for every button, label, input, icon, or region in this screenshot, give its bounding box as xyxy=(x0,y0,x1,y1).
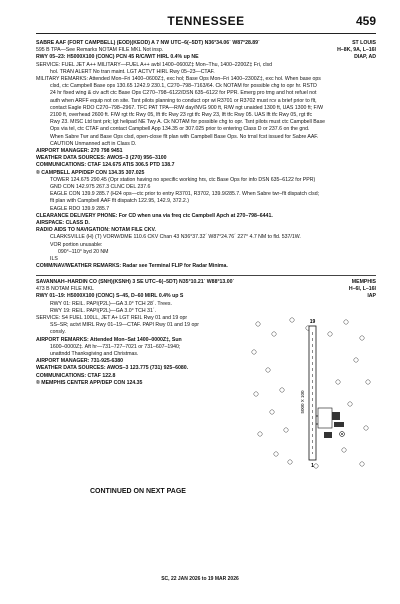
savannah-chart-ref-3: IAP xyxy=(367,293,376,299)
savannah-line: ® MEMPHIS CENTER APP/DEP CON 124.35 xyxy=(36,379,143,386)
sabre-line: CAUTION Unmanned acft in Class D. xyxy=(50,140,137,147)
savannah-line: WEATHER DATA SOURCES: AWOS–3 123.775 (731) 925–6080. xyxy=(36,365,189,372)
airport-diagram xyxy=(246,312,376,474)
sabre-line: Rwy 23. MISC Ltd tsnt prk; lgt helipad NE Twy A. Ck NOTAM for possible chg to opr. Tsnt pilots must ctc Campbell Base xyxy=(50,119,326,126)
airport-entry-sabre xyxy=(36,40,376,271)
state-title: TENNESSEE xyxy=(167,14,245,28)
sabre-line: EAGLE CON 139.9 285.7 (H24 ops—ctc prior to entry R3701, R3702, 139.9/285.7. When Sabre twr–flt dispatch clsd; xyxy=(50,191,320,198)
sabre-line: CLEARANCE DELIVERY PHONE: For CD when una via freq ctc Campbell Apch at 270–798–6441. xyxy=(36,212,273,219)
sabre-line: When Sabre Twr and Base Ops clsd, open-close flt plan with Campbell Base Ops. No trnsl fcst issued for Sabre AAF. xyxy=(50,133,319,140)
sabre-line: MILITARY REMARKS: Attended Mon–Fri 1400–0600Z‡, exc hol; Base Ops Mon–Fri 1400–2300Z‡, exc hol. When base ops xyxy=(36,76,321,83)
sabre-line: SERVICE: FUEL JET A++ MILITARY—FUEL A++ avbl 1400–0600Z‡ Mon–Thu, 1400–2200Z‡ Fri, clsd xyxy=(36,61,272,68)
sabre-lines xyxy=(36,40,376,271)
sabre-line: 24 hr fixed wing & civ acft ctc Base Ops C270–798–6122/DSN 635–6122 for PPR. Emerg pro tmg and hot refuel not xyxy=(50,90,317,97)
sabre-chart-ref-3: DIAP, AD xyxy=(354,54,376,60)
sabre-chart-ref-2: H–8K, 9A, L–16I xyxy=(337,47,376,53)
savannah-line: 1600–0000Z‡. Aft hr—731–727–7021 or 731–607–1940; xyxy=(50,343,181,350)
airport-beacon-symbol xyxy=(340,432,345,437)
sabre-line: GND CON 142.975 267.3 CLNC DEL 237.6 xyxy=(50,184,151,191)
sabre-line: RWY 05–23: H5000X100 (CONC) PCN 45 R/C/W/T HIRL 0.4% up NE xyxy=(36,54,199,61)
sabre-chart-ref-1: ST LOUIS xyxy=(352,40,376,46)
savannah-line: RWY 19: REIL. PAPI(P2L)—GA 3.0° TCH 31´. xyxy=(50,307,157,314)
sabre-line: auth when ARFF equip not on site. Tsnt pilots planning to conduct opr wi R3701 or R3702 must rcv a brief prior to flt, xyxy=(50,97,317,104)
savannah-line: SS–SR; actvt MIRL Rwy 01–19—CTAF. PAPI Rwy 01 and 19 opr xyxy=(50,322,199,329)
savannah-chart-ref-2: H–6I, L–16I xyxy=(348,286,376,292)
savannah-line: 473 B NOTAM FILE MKL xyxy=(36,286,94,293)
savannah-line: RWY 01: REIL. PAPI(P2L)—GA 3.0° TCH 28´. Trees. xyxy=(50,300,172,307)
entry-separator xyxy=(36,275,376,276)
sabre-line: COMMUNICATIONS: CTAF 124.675 ATIS 306.5 PTD 138.7 xyxy=(36,162,175,169)
sabre-line: CLARKSVILLE (H) (T) VORW/DME 110.6 CKV Chan 43 N36°37.32´ W87°24.76´ 227° 4.7 NM to fld. 537/1W. xyxy=(50,234,301,241)
sabre-line: Ops via tel, ctc CTAF and contact Campbell App 134.35 or 307.025 prior to entering Class D or 237.6 on the gnd. xyxy=(50,126,310,133)
runway-number-19: 19 xyxy=(309,319,316,325)
sabre-line: clsd, ctc Campbell Base ops 130.65 1242.9 230.1, C270–798–7163/64. Ck NOTAM for possible chg to opr hr. RSTD xyxy=(50,83,317,90)
sabre-line: 2100 ft, overhead 2600 ft. F/W rgt tfc Rwy 05, lft tfc Rwy 23 rgt tfc Rwy 23, lft tfc Rwy 05. UAS lft tfc Rwy 05, rgt tfc xyxy=(50,112,313,119)
sabre-line: AIRSPACE: CLASS D. xyxy=(36,220,90,227)
sabre-line: WEATHER DATA SOURCES: AWOS–3 (270) 956–3100 xyxy=(36,155,167,162)
savannah-line: COMMUNICATIONS: CTAF 122.8 xyxy=(36,372,116,379)
runway-01-19 xyxy=(309,326,316,460)
sabre-line: ILS xyxy=(50,256,58,263)
sabre-line: SABRE AAF (FORT CAMPBELL) (EOD)(KEOD) A 7 NW UTC–6(–5DT) N36°34.06´ W87°28.89´ xyxy=(36,40,260,46)
sabre-line: EAGLE RDO 139.9 285.7 xyxy=(50,205,110,212)
sabre-line: ® CAMPBELL APP/DEP CON 134.35 307.025 xyxy=(36,169,145,176)
savannah-line: AIRPORT MANAGER: 731-925-6380 xyxy=(36,358,124,365)
page-number: 459 xyxy=(355,14,376,28)
runway-dimension-label: 5000 X 100 xyxy=(300,390,305,414)
savannah-line: unattndd Thanksgiving and Christmas. xyxy=(50,351,139,358)
sabre-line: flt plan with Campbell AAF flt dispatch 122.95, 142.9, 372.2.) xyxy=(50,198,189,205)
continued-note: CONTINUED ON NEXT PAGE xyxy=(90,488,186,495)
sabre-line: VOR portion unusable: xyxy=(50,241,103,248)
sabre-line: TOWER 124.675 290.45 (Opr station having no specific working hrs, ctc Base Ops for info DSN 635–6122 for PPR) xyxy=(50,176,316,183)
header-rule xyxy=(36,33,376,34)
savannah-line: AIRPORT REMARKS: Attended Mon–Sat 1400–0000Z‡, Sun xyxy=(36,336,182,343)
sabre-line: 090°–110° byd 20 NM xyxy=(58,248,109,255)
sabre-line: AIRPORT MANAGER: 270 798 9451 xyxy=(36,148,123,155)
savannah-line: SERVICE: S4 FUEL 100LL, JET A+ LGT REIL Rwy 01 and 19 opr xyxy=(36,315,188,322)
runway-number-01: 1 xyxy=(311,463,314,469)
sabre-line: hol. TRAN ALERT No tran maint. LGT ACTVT HIRL Rwy 05–23—CTAF. xyxy=(50,68,215,75)
savannah-line: consly. xyxy=(50,329,66,336)
savannah-line: SAVANNAH–HARDIN CO (SNH)(KSNH) 3 SE UTC–6(–5DT) N35°10.21´ W88°13.00´ xyxy=(36,279,235,285)
sabre-line: COMM/NAV/WEATHER REMARKS: Radar see Terminal FLIP for Radar Minima. xyxy=(36,263,228,270)
sabre-line: 595 B TPA—See Remarks NOTAM FILE MKL Not insp. xyxy=(36,47,164,54)
savannah-line: RWY 01–19: H5000X100 (CONC) S–45, D–60 MIRL 0.4% up S xyxy=(36,293,184,300)
page-footer: SC, 22 JAN 2026 to 19 MAR 2026 xyxy=(161,576,239,582)
sabre-line: contact Eagle RDO C270–798–2967. TFC PAT TPA—R/W day/NVG 900 ft, R/W ngt unaided 1300 ft, UAS 1300 ft; F/W xyxy=(50,104,324,111)
sabre-line: RADIO AIDS TO NAVIGATION: NOTAM FILE CKV. xyxy=(36,227,156,234)
savannah-chart-ref-1: MEMPHIS xyxy=(351,279,376,285)
